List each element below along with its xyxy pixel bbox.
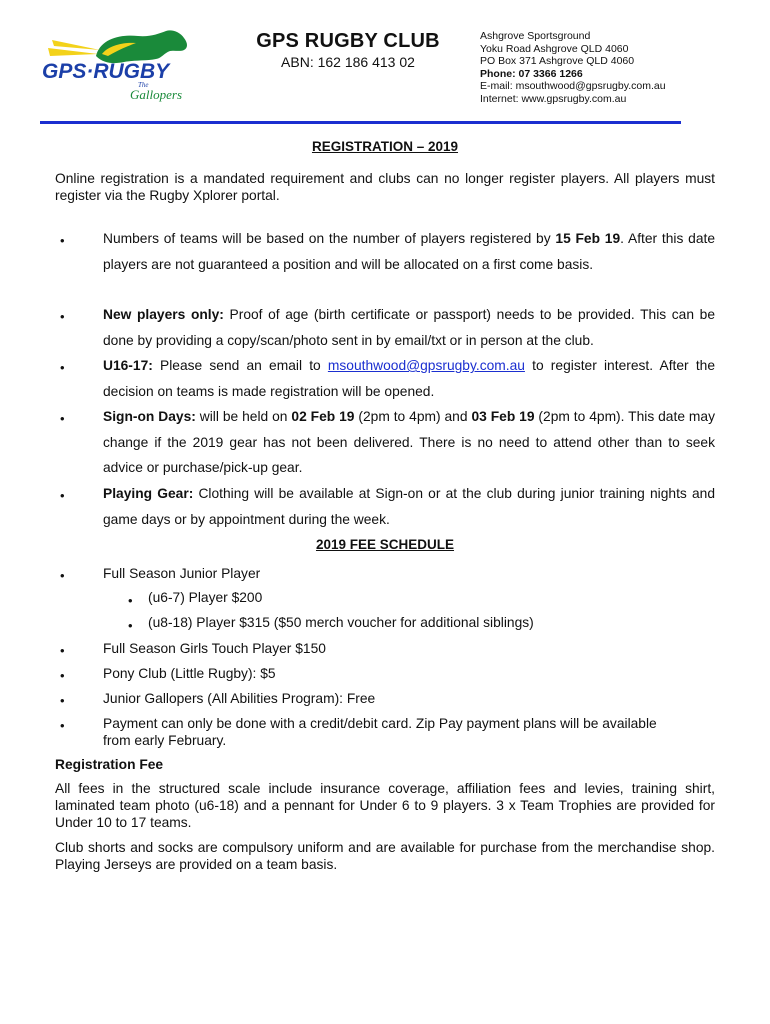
contact-venue: Ashgrove Sportsground: [480, 30, 591, 42]
bullet-icon: •: [60, 668, 65, 683]
contact-phone: Phone: 07 3366 1266: [480, 67, 583, 80]
teams-deadline: 15 Feb 19: [555, 231, 621, 246]
logo-brand-text: GPS·RUGBY: [42, 60, 170, 83]
sign-on-text-3: (2pm to 4pm). This date may change if the 2019 gear has not been delivered. There is no need to attend other than to seek advice or purchase/pick-up gear.: [103, 409, 715, 476]
fee-pony-club: Pony Club (Little Rugby): $5: [103, 666, 276, 681]
playing-gear-label: Playing Gear:: [103, 486, 194, 501]
registration-fee-title: Registration Fee: [55, 757, 164, 772]
sign-on-label: Sign-on Days:: [103, 409, 196, 424]
club-name: GPS RUGBY CLUB: [256, 30, 440, 52]
sign-on-text-2: (2pm to 4pm) and: [354, 409, 472, 424]
bullet-icon: •: [60, 718, 65, 733]
bullet-icon: •: [60, 411, 65, 426]
bullet-icon: •: [60, 233, 65, 248]
fee-junior-u6-7: (u6-7) Player $200: [148, 590, 263, 605]
teams-text-after: . After this date players are not guaranteed a position and will be allocated on a first come basis.: [103, 231, 716, 272]
bullet-icon: •: [60, 693, 65, 708]
registration-fee-para-2: Club shorts and socks are compulsory uniform and are available for purchase from the merchandise shop. Playing Jerseys are provided on a team basis.: [55, 840, 715, 872]
sign-on-date-1: 02 Feb 19: [291, 409, 355, 424]
fee-junior: Full Season Junior Player: [103, 566, 261, 581]
u16-label: U16-17:: [103, 358, 153, 373]
bullet-icon: •: [60, 643, 65, 658]
new-players-text: Proof of age (birth certificate or passport) needs to be provided. This can be done by providing a copy/scan/photo sent in by email/txt or in person at the club.: [103, 307, 715, 348]
sign-on-item: [103, 404, 715, 481]
fee-payment: Payment can only be done with a credit/debit card. Zip Pay payment plans will be available from early February.: [103, 716, 657, 748]
registration-fee-para-1: All fees in the structured scale include insurance coverage, affiliation fees and levies, training shirt, laminated team photo (u6-18) and a pennant for Under 6 to 9 players. 3 x Team Trophies are provided for Under 10 to 17 teams.: [55, 781, 715, 830]
logo-sub-small-text: The: [138, 81, 149, 89]
fee-schedule-title: 2019 FEE SCHEDULE: [315, 537, 455, 552]
sub-bullet-icon: •: [128, 618, 133, 633]
new-players-item: [103, 302, 715, 353]
club-abn: ABN: 162 186 413 02: [281, 54, 415, 70]
registration-title: REGISTRATION – 2019: [311, 139, 459, 154]
logo-sub-text: Gallopers: [130, 87, 182, 102]
registration-intro: Online registration is a mandated requirement and clubs can no longer register players. All players must register via the Rugby Xplorer portal.: [55, 171, 715, 203]
registration-email-link[interactable]: msouthwood@gpsrugby.com.au: [327, 358, 525, 373]
u16-text-after: to register interest. After the decision on teams is made registration will be opened.: [103, 358, 715, 399]
contact-internet: Internet: www.gpsrugby.com.au: [480, 92, 627, 105]
fee-girls-touch: Full Season Girls Touch Player $150: [103, 641, 326, 656]
u16-item: [103, 353, 715, 404]
teams-item: [103, 226, 715, 277]
contact-block: [480, 30, 666, 106]
teams-text: Numbers of teams will be based on the number of players registered by: [103, 231, 556, 246]
bullet-icon: •: [60, 488, 65, 503]
header-divider: [40, 121, 681, 124]
bullet-icon: •: [60, 309, 65, 324]
contact-street: Yoku Road Ashgrove QLD 4060: [480, 42, 629, 55]
bullet-icon: •: [60, 568, 65, 583]
playing-gear-text: Clothing will be available at Sign-on or at the club during junior training nights and game days or by appointment during the week.: [103, 486, 716, 527]
fee-junior-gallopers: Junior Gallopers (All Abilities Program): Free: [103, 691, 376, 706]
playing-gear-item: [103, 481, 715, 532]
new-players-label: New players only:: [103, 307, 224, 322]
sign-on-text: will be held on: [195, 409, 292, 424]
u16-text: Please send an email to: [152, 358, 328, 373]
bullet-icon: •: [60, 360, 65, 375]
gps-rugby-logo: [38, 26, 198, 106]
contact-po-box: PO Box 371 Ashgrove QLD 4060: [480, 55, 635, 68]
horse-head-icon: [96, 30, 187, 63]
contact-email: E-mail: msouthwood@gpsrugby.com.au: [480, 80, 666, 93]
sign-on-date-2: 03 Feb 19: [471, 409, 535, 424]
fee-junior-u8-18: (u8-18) Player $315 ($50 merch voucher for additional siblings): [148, 615, 534, 630]
sub-bullet-icon: •: [128, 593, 133, 608]
